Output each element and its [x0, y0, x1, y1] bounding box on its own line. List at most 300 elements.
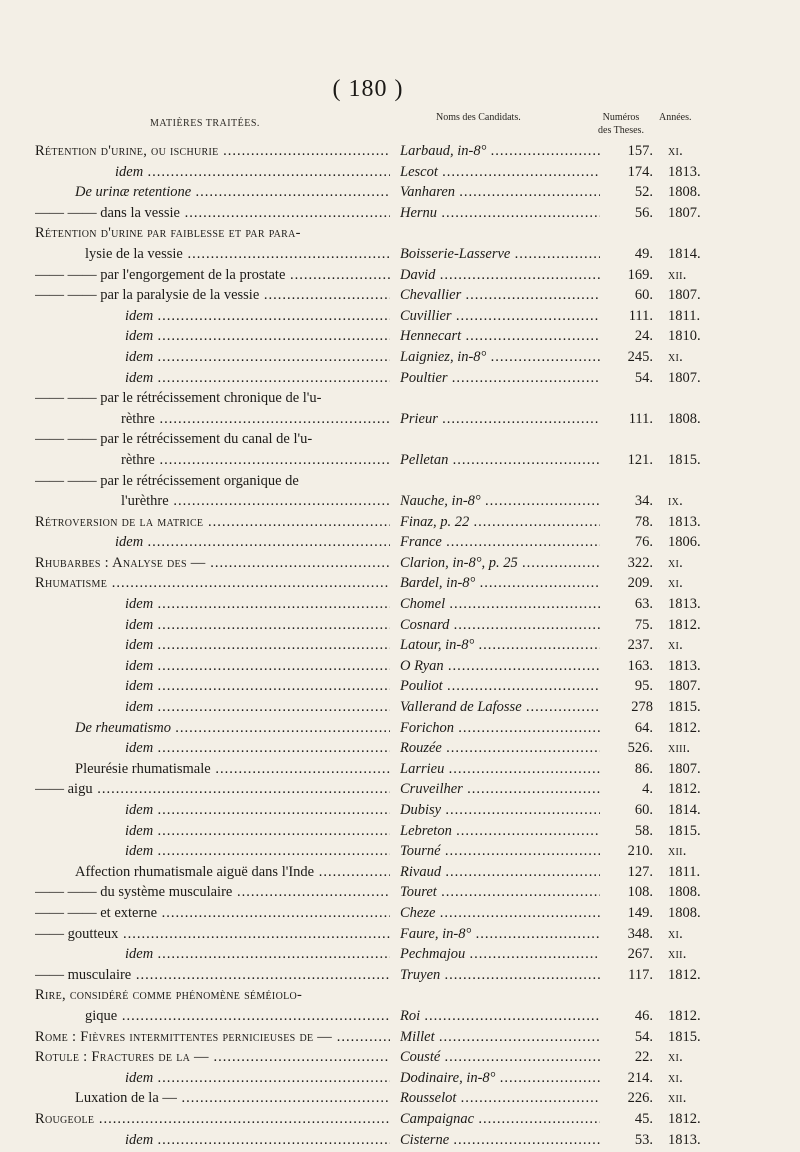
- thesis-number: 214.: [627, 1069, 653, 1086]
- thesis-number: 117.: [628, 966, 653, 983]
- year-cell: 1812.: [668, 966, 701, 983]
- thesis-number: 22.: [634, 1049, 653, 1066]
- subject-cell: [35, 162, 390, 183]
- subject-cell: [35, 965, 390, 986]
- subject-text: idem .....: [35, 635, 390, 656]
- table-row: [0, 203, 800, 224]
- table-row: [0, 821, 800, 842]
- subject-text: Rome : Fièvres intermittentes pernicieuses de — .....: [35, 1027, 390, 1048]
- subject-text: Affection rhumatismale aiguë dans l'Inde .....: [35, 862, 390, 883]
- table-row: [0, 944, 800, 965]
- candidate-name: Rivaud .....: [400, 862, 600, 883]
- table-row: [0, 306, 800, 327]
- subject-cell: [35, 306, 390, 327]
- year-cell: 1807.: [668, 760, 701, 777]
- candidate-name: Faure, in-8° .....: [400, 924, 600, 945]
- subject-cell: [35, 1027, 390, 1048]
- year-cell: 1813.: [668, 596, 701, 613]
- candidate-name: Rouzée .....: [400, 738, 600, 759]
- candidate-cell: [400, 985, 600, 1026]
- year-cell: 1808.: [668, 904, 701, 921]
- subject-text: idem .....: [35, 615, 390, 636]
- thesis-number: 127.: [627, 863, 653, 880]
- subject-text: —— musculaire .....: [35, 965, 390, 986]
- thesis-number: 58.: [634, 822, 653, 839]
- candidate-cell: [400, 512, 600, 533]
- subject-cell: [35, 285, 390, 306]
- table-row: [0, 1047, 800, 1068]
- thesis-number: 46.: [634, 1007, 653, 1024]
- year-cell: xiii.: [668, 740, 691, 757]
- header-numbers-line1: Numéros: [602, 112, 640, 123]
- year-cell: xi.: [668, 637, 684, 654]
- candidate-cell: [400, 903, 600, 924]
- subject-cell: [35, 532, 390, 553]
- candidate-cell: [400, 368, 600, 389]
- subject-cell: [35, 429, 390, 470]
- subject-cell: [35, 821, 390, 842]
- index-table: [0, 141, 800, 1150]
- candidate-name: Larbaud, in-8° .....: [400, 141, 600, 162]
- candidate-cell: [400, 203, 600, 224]
- year-cell: 1813.: [668, 1131, 701, 1148]
- year-cell: 1812.: [668, 616, 701, 633]
- table-row: [0, 1068, 800, 1089]
- subject-text: idem .....: [35, 1130, 390, 1151]
- year-cell: 1810.: [668, 328, 701, 345]
- candidate-name: Tourné .....: [400, 841, 600, 862]
- table-row: [0, 615, 800, 636]
- thesis-number: 75.: [634, 616, 653, 633]
- candidate-name: Poultier .....: [400, 368, 600, 389]
- subject-cell: [35, 841, 390, 862]
- candidate-name: Cruveilher .....: [400, 779, 600, 800]
- candidate-cell: [400, 615, 600, 636]
- table-row: [0, 553, 800, 574]
- candidate-name: Boisserie-Lasserve .....: [400, 244, 600, 265]
- year-cell: xi.: [668, 575, 684, 592]
- table-row: [0, 265, 800, 286]
- subject-cell: [35, 471, 390, 512]
- year-cell: 1808.: [668, 184, 701, 201]
- candidate-cell: [400, 1088, 600, 1109]
- table-row: [0, 759, 800, 780]
- thesis-number: 34.: [634, 493, 653, 510]
- subject-cell: [35, 800, 390, 821]
- subject-cell: [35, 944, 390, 965]
- table-row: [0, 141, 800, 162]
- candidate-name: Vanharen .....: [400, 182, 600, 203]
- candidate-name: Dodinaire, in-8° .....: [400, 1068, 600, 1089]
- subject-cell: [35, 924, 390, 945]
- candidate-cell: [400, 1068, 600, 1089]
- thesis-number: 111.: [628, 307, 653, 324]
- subject-text: De urinæ retentione .....: [35, 182, 390, 203]
- candidate-name: Pouliot .....: [400, 676, 600, 697]
- thesis-number: 245.: [627, 348, 653, 365]
- candidate-name: Truyen .....: [400, 965, 600, 986]
- subject-text: idem .....: [35, 594, 390, 615]
- candidate-cell: [400, 965, 600, 986]
- subject-cell: [35, 223, 390, 264]
- candidate-cell: [400, 471, 600, 512]
- table-row: [0, 532, 800, 553]
- subject-text: —— —— dans la vessie .....: [35, 203, 390, 224]
- table-row: [0, 882, 800, 903]
- year-cell: ix.: [668, 493, 684, 510]
- header-years: Années.: [659, 112, 692, 123]
- thesis-number: 78.: [634, 513, 653, 530]
- candidate-cell: [400, 656, 600, 677]
- year-cell: xi.: [668, 143, 684, 159]
- thesis-number: 209.: [627, 575, 653, 592]
- candidate-name: Vallerand de Lafosse .....: [400, 697, 600, 718]
- subject-cell: [35, 553, 390, 574]
- subject-cell: [35, 182, 390, 203]
- subject-cell: [35, 738, 390, 759]
- candidate-cell: [400, 697, 600, 718]
- subject-text: idem .....: [35, 532, 390, 553]
- year-cell: 1808.: [668, 410, 701, 427]
- table-row: [0, 779, 800, 800]
- candidate-cell: [400, 532, 600, 553]
- subject-text: idem .....: [35, 821, 390, 842]
- candidate-cell: [400, 718, 600, 739]
- candidate-cell: [400, 1109, 600, 1130]
- subject-text: —— —— et externe .....: [35, 903, 390, 924]
- candidate-name: Millet .....: [400, 1027, 600, 1048]
- year-cell: 1812.: [668, 719, 701, 736]
- candidate-name: Lescot .....: [400, 162, 600, 183]
- table-row: [0, 429, 800, 470]
- candidate-cell: [400, 388, 600, 429]
- year-cell: 1806.: [668, 534, 701, 551]
- candidate-cell: [400, 265, 600, 286]
- thesis-number: 63.: [634, 596, 653, 613]
- candidate-cell: [400, 285, 600, 306]
- candidate-cell: [400, 306, 600, 327]
- subject-text: idem .....: [35, 697, 390, 718]
- subject-text: Rire, considéré comme phénomène séméiolo-: [35, 987, 303, 1004]
- subject-text: idem .....: [35, 306, 390, 327]
- thesis-number: 108.: [627, 884, 653, 901]
- candidate-name: Nauche, in-8° .....: [400, 491, 600, 512]
- thesis-number: 86.: [634, 760, 653, 777]
- table-row: [0, 635, 800, 656]
- candidate-name: Forichon .....: [400, 718, 600, 739]
- thesis-number: 210.: [627, 843, 653, 860]
- table-row: [0, 676, 800, 697]
- candidate-name: Cheze .....: [400, 903, 600, 924]
- subject-cell: [35, 594, 390, 615]
- candidate-name: Lebreton .....: [400, 821, 600, 842]
- year-cell: 1814.: [668, 245, 701, 262]
- year-cell: xi.: [668, 925, 684, 942]
- year-cell: xi.: [668, 1069, 684, 1086]
- thesis-number: 111.: [628, 410, 653, 427]
- table-row: [0, 1109, 800, 1130]
- subject-cell: [35, 1068, 390, 1089]
- candidate-name: Pelletan .....: [400, 450, 600, 471]
- subject-cell: [35, 615, 390, 636]
- subject-cell: [35, 985, 390, 1026]
- candidate-name: Hennecart .....: [400, 326, 600, 347]
- table-row: [0, 718, 800, 739]
- subject-text: —— aigu .....: [35, 779, 390, 800]
- candidate-name: Touret .....: [400, 882, 600, 903]
- thesis-number: 169.: [627, 266, 653, 283]
- table-row: [0, 862, 800, 883]
- candidate-name: Roi .....: [400, 1006, 600, 1027]
- subject-text: idem .....: [35, 347, 390, 368]
- table-row: [0, 800, 800, 821]
- subject-text: Rétroversion de la matrice .....: [35, 512, 390, 533]
- candidate-name: Chevallier .....: [400, 285, 600, 306]
- table-row: [0, 841, 800, 862]
- candidate-name: Latour, in-8° .....: [400, 635, 600, 656]
- subject-text: Luxation de la — .....: [35, 1088, 390, 1109]
- table-row: [0, 1088, 800, 1109]
- header-candidates: Noms des Candidats.: [436, 112, 521, 123]
- subject-continuation: rèthre .....: [35, 450, 390, 471]
- year-cell: xi.: [668, 554, 684, 571]
- subject-cell: [35, 1047, 390, 1068]
- subject-cell: [35, 1088, 390, 1109]
- subject-text: idem .....: [35, 162, 390, 183]
- header-numbers-line2: des Theses.: [598, 125, 644, 136]
- thesis-number: 49.: [634, 245, 653, 262]
- subject-cell: [35, 388, 390, 429]
- thesis-number: 526.: [627, 740, 653, 757]
- table-row: [0, 738, 800, 759]
- candidate-name: Rousselot .....: [400, 1088, 600, 1109]
- thesis-number: 157.: [627, 143, 653, 159]
- subject-continuation: gique .....: [35, 1006, 390, 1027]
- subject-text: —— goutteux .....: [35, 924, 390, 945]
- subject-text: De rheumatismo .....: [35, 718, 390, 739]
- year-cell: xii.: [668, 946, 687, 963]
- subject-text: Rétention d'urine par faiblesse et par para-: [35, 225, 301, 242]
- subject-cell: [35, 347, 390, 368]
- thesis-number: 52.: [634, 184, 653, 201]
- candidate-name: Finaz, p. 22 .....: [400, 512, 600, 533]
- candidate-name: Prieur .....: [400, 409, 600, 430]
- subject-cell: [35, 573, 390, 594]
- subject-text: Rotule : Fractures de la — .....: [35, 1047, 390, 1068]
- table-row: [0, 697, 800, 718]
- subject-text: idem .....: [35, 656, 390, 677]
- candidate-cell: [400, 182, 600, 203]
- subject-cell: [35, 326, 390, 347]
- table-row: [0, 368, 800, 389]
- candidate-cell: [400, 347, 600, 368]
- candidate-cell: [400, 594, 600, 615]
- subject-text: —— —— par l'engorgement de la prostate .....: [35, 265, 390, 286]
- thesis-number: 348.: [627, 925, 653, 942]
- candidate-name: Larrieu .....: [400, 759, 600, 780]
- candidate-name: Hernu .....: [400, 203, 600, 224]
- year-cell: 1812.: [668, 1007, 701, 1024]
- candidate-cell: [400, 821, 600, 842]
- subject-text: —— —— par le rétrécissement du canal de l'u-: [35, 431, 313, 448]
- table-row: [0, 285, 800, 306]
- candidate-cell: [400, 1130, 600, 1151]
- candidate-cell: [400, 841, 600, 862]
- subject-text: idem .....: [35, 841, 390, 862]
- year-cell: 1807.: [668, 287, 701, 304]
- candidate-name: David .....: [400, 265, 600, 286]
- candidate-cell: [400, 553, 600, 574]
- subject-cell: [35, 656, 390, 677]
- thesis-number: 24.: [634, 328, 653, 345]
- subject-cell: [35, 779, 390, 800]
- year-cell: xi.: [668, 348, 684, 365]
- subject-cell: [35, 718, 390, 739]
- candidate-name: Cousté .....: [400, 1047, 600, 1068]
- thesis-number: 4.: [642, 781, 653, 798]
- candidate-cell: [400, 800, 600, 821]
- year-cell: 1807.: [668, 678, 701, 695]
- year-cell: xii.: [668, 843, 687, 860]
- year-cell: 1813.: [668, 163, 701, 180]
- thesis-number: 54.: [634, 1028, 653, 1045]
- subject-text: idem .....: [35, 676, 390, 697]
- header-numbers: [590, 111, 652, 137]
- thesis-number: 53.: [634, 1131, 653, 1148]
- subject-cell: [35, 862, 390, 883]
- year-cell: 1811.: [668, 307, 701, 324]
- thesis-number: 54.: [634, 369, 653, 386]
- year-cell: 1807.: [668, 204, 701, 221]
- candidate-cell: [400, 635, 600, 656]
- table-row: [0, 1027, 800, 1048]
- table-row: [0, 985, 800, 1026]
- table-row: [0, 1130, 800, 1151]
- subject-text: idem .....: [35, 326, 390, 347]
- table-row: [0, 388, 800, 429]
- subject-text: idem .....: [35, 738, 390, 759]
- candidate-name: Laigniez, in-8° .....: [400, 347, 600, 368]
- table-row: [0, 965, 800, 986]
- subject-text: —— —— du système musculaire .....: [35, 882, 390, 903]
- table-row: [0, 512, 800, 533]
- candidate-name: Cisterne .....: [400, 1130, 600, 1151]
- subject-cell: [35, 141, 390, 162]
- candidate-cell: [400, 924, 600, 945]
- thesis-number: 56.: [634, 204, 653, 221]
- thesis-number: 95.: [634, 678, 653, 695]
- candidate-cell: [400, 1027, 600, 1048]
- candidate-name: O Ryan .....: [400, 656, 600, 677]
- year-cell: xii.: [668, 1090, 687, 1107]
- thesis-number: 267.: [627, 946, 653, 963]
- subject-cell: [35, 676, 390, 697]
- subject-cell: [35, 1130, 390, 1151]
- year-cell: 1815.: [668, 1028, 701, 1045]
- thesis-number: 163.: [627, 657, 653, 674]
- table-row: [0, 903, 800, 924]
- year-cell: 1815.: [668, 822, 701, 839]
- thesis-number: 76.: [634, 534, 653, 551]
- table-row: [0, 471, 800, 512]
- thesis-number: 237.: [627, 637, 653, 654]
- candidate-cell: [400, 944, 600, 965]
- subject-continuation: rèthre .....: [35, 409, 390, 430]
- subject-cell: [35, 512, 390, 533]
- subject-text: —— —— par la paralysie de la vessie .....: [35, 285, 390, 306]
- thesis-number: 149.: [627, 904, 653, 921]
- year-cell: 1813.: [668, 513, 701, 530]
- table-row: [0, 162, 800, 183]
- subject-cell: [35, 1109, 390, 1130]
- candidate-cell: [400, 162, 600, 183]
- year-cell: 1812.: [668, 781, 701, 798]
- subject-text: Rhumatisme .....: [35, 573, 390, 594]
- candidate-name: Clarion, in-8°, p. 25 .....: [400, 553, 600, 574]
- table-row: [0, 182, 800, 203]
- year-cell: 1815.: [668, 451, 701, 468]
- subject-cell: [35, 203, 390, 224]
- subject-text: Rougeole .....: [35, 1109, 390, 1130]
- subject-text: idem .....: [35, 1068, 390, 1089]
- thesis-number: 121.: [627, 451, 653, 468]
- subject-cell: [35, 635, 390, 656]
- year-cell: 1813.: [668, 657, 701, 674]
- subject-text: Rétention d'urine, ou ischurie .....: [35, 141, 390, 162]
- subject-continuation: lysie de la vessie .....: [35, 244, 390, 265]
- candidate-cell: [400, 573, 600, 594]
- year-cell: 1814.: [668, 802, 701, 818]
- thesis-number: 322.: [627, 554, 653, 571]
- candidate-name: Cuvillier .....: [400, 306, 600, 327]
- candidate-name: Dubisy .....: [400, 800, 600, 821]
- thesis-number: 174.: [627, 163, 653, 180]
- candidate-name: Cosnard .....: [400, 615, 600, 636]
- subject-continuation: l'urèthre .....: [35, 491, 390, 512]
- subject-cell: [35, 368, 390, 389]
- candidate-name: Bardel, in-8° .....: [400, 573, 600, 594]
- subject-text: idem .....: [35, 944, 390, 965]
- candidate-name: Chomel .....: [400, 594, 600, 615]
- thesis-number: 60.: [634, 287, 653, 304]
- subject-cell: [35, 903, 390, 924]
- subject-cell: [35, 265, 390, 286]
- page-number: ( 180 ): [332, 76, 404, 102]
- header-subjects: MATIÈRES TRAITÉES.: [150, 118, 260, 129]
- year-cell: 1808.: [668, 884, 701, 901]
- candidate-cell: [400, 779, 600, 800]
- subject-text: —— —— par le rétrécissement chronique de l'u-: [35, 390, 322, 407]
- year-cell: xii.: [668, 266, 687, 283]
- year-cell: 1807.: [668, 369, 701, 386]
- subject-text: Pleurésie rhumatismale .....: [35, 759, 390, 780]
- table-row: [0, 594, 800, 615]
- candidate-cell: [400, 1047, 600, 1068]
- candidate-cell: [400, 738, 600, 759]
- candidate-cell: [400, 141, 600, 162]
- table-row: [0, 326, 800, 347]
- subject-cell: [35, 697, 390, 718]
- candidate-cell: [400, 223, 600, 264]
- candidate-cell: [400, 676, 600, 697]
- thesis-number: 60.: [634, 802, 653, 818]
- candidate-cell: [400, 759, 600, 780]
- table-row: [0, 656, 800, 677]
- candidate-cell: [400, 882, 600, 903]
- year-cell: 1812.: [668, 1110, 701, 1127]
- year-cell: xi.: [668, 1049, 684, 1066]
- thesis-number: 226.: [627, 1090, 653, 1107]
